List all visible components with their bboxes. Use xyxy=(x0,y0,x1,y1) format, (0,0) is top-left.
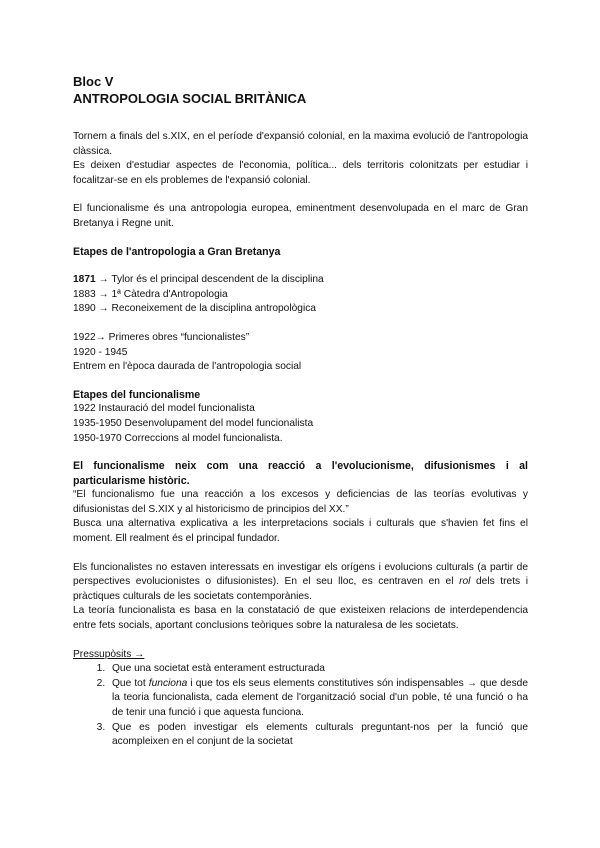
etapa-item xyxy=(73,302,528,317)
list-item: 1. Que una societat està enterament estructurada xyxy=(108,662,528,677)
intro-paragraph-2: Es deixen d'estudiar aspectes de l'economia, política... dels territoris colonitzats per estudiar i focalitzar-se en els problemes de l'expansió colonial. xyxy=(73,160,528,186)
intro-paragraph-1: Tornem a finals del s.XIX, en el període d'expansió colonial, en la maxima evolució de l'antropologia clàssica. xyxy=(73,131,528,157)
etapes-gb-list xyxy=(73,273,528,317)
pressuposits-list xyxy=(73,662,528,750)
etapa-item: Entrem en l'època daurada de l'antropologia social xyxy=(73,361,302,373)
list-item: 3. Que es poden investigar els elements culturals preguntant-nos per la funció que acompleixen en el conjunt de la societat xyxy=(108,721,528,750)
document-page xyxy=(73,73,528,750)
etapa-item xyxy=(73,288,528,303)
section-heading-pressuposits: Pressupòsits → xyxy=(73,648,145,660)
bloc-label: Bloc V xyxy=(73,74,114,89)
etapa-item xyxy=(73,273,528,288)
etapes-gb-list-2 xyxy=(73,331,528,375)
etapa-text: → 1ª Càtedra d'Antropologia xyxy=(95,288,228,300)
section-heading-etapes-gb: Etapes de l'antropologia a Gran Bretanya xyxy=(73,245,281,258)
section-heading-reaccio: El funcionalisme neix com una reacció a l'evolucionisme, difusionismes i al particularisme històric. xyxy=(73,460,528,487)
funcionalisme-stage: 1922 Instauració del model funcionalista xyxy=(73,403,255,415)
funcionalistes-paragraph-1: Els funcionalistes no estaven interessats en investigar els orígens i evolucions culturals (a partir de perspectives evolucionistes o difusionistes). En el seu lloc, es centraven en el rol dels trets i pràctiques culturals de les societats contemporànies. xyxy=(73,561,528,602)
rol-emphasis: rol xyxy=(459,576,471,588)
funcionalisme-stage: 1950-1970 Correccions al model funcionalista. xyxy=(73,432,283,444)
funciona-emphasis: funciona xyxy=(148,677,188,689)
etapa-text: → Reconeixement de la disciplina antropològica xyxy=(95,303,316,315)
section-heading-etapes-funcionalisme: Etapes del funcionalisme xyxy=(73,388,201,401)
list-item: 2. Que tot funciona i que tos els seus elements constitutives són indispensables → que desde la teoria funcionalista, cada element de l'organització social d'un poble, té una funció o ha de tenir una funció i que aquesta funciona. xyxy=(108,677,528,721)
funcionalisme-stage: 1935-1950 Desenvolupament del model funcionalista xyxy=(73,417,314,429)
reaccio-paragraph: Busca una alternativa explicativa a les interpretacions socials i culturals que s'havien fet fins el moment. Ell realment és el principal fundador. xyxy=(73,518,528,545)
etapa-year: 1871 xyxy=(73,274,96,286)
etapa-text: → Tylor és el principal descendent de la disciplina xyxy=(95,274,324,286)
etapa-item: 1922→ Primeres obres “funcionalistes” xyxy=(73,331,250,343)
funcionalistes-paragraph-2: La teoría funcionalista es basa en la constatació de que existeixen relacions de interdependencia entre fets socials, aportant conclusions teòriques sobre la naturalesa de les societats. xyxy=(73,605,528,632)
page-title: ANTROPOLOGIA SOCIAL BRITÀNICA xyxy=(73,91,307,106)
quote-paragraph: “El funcionalismo fue una reacción a los excesos y deficiencias de las teorías evolutivas y difusionistas del S.XIX y al historicismo de principios del XX.” xyxy=(73,489,528,515)
etapa-year: 1883 xyxy=(73,288,96,300)
etapa-item: 1920 - 1945 xyxy=(73,346,128,358)
intro-paragraph-3: El funcionalisme és una antropologia europea, eminentment desenvolupada en el marc de Gran Bretanya i Regne unit. xyxy=(73,203,528,229)
etapa-year: 1890 xyxy=(73,303,96,315)
